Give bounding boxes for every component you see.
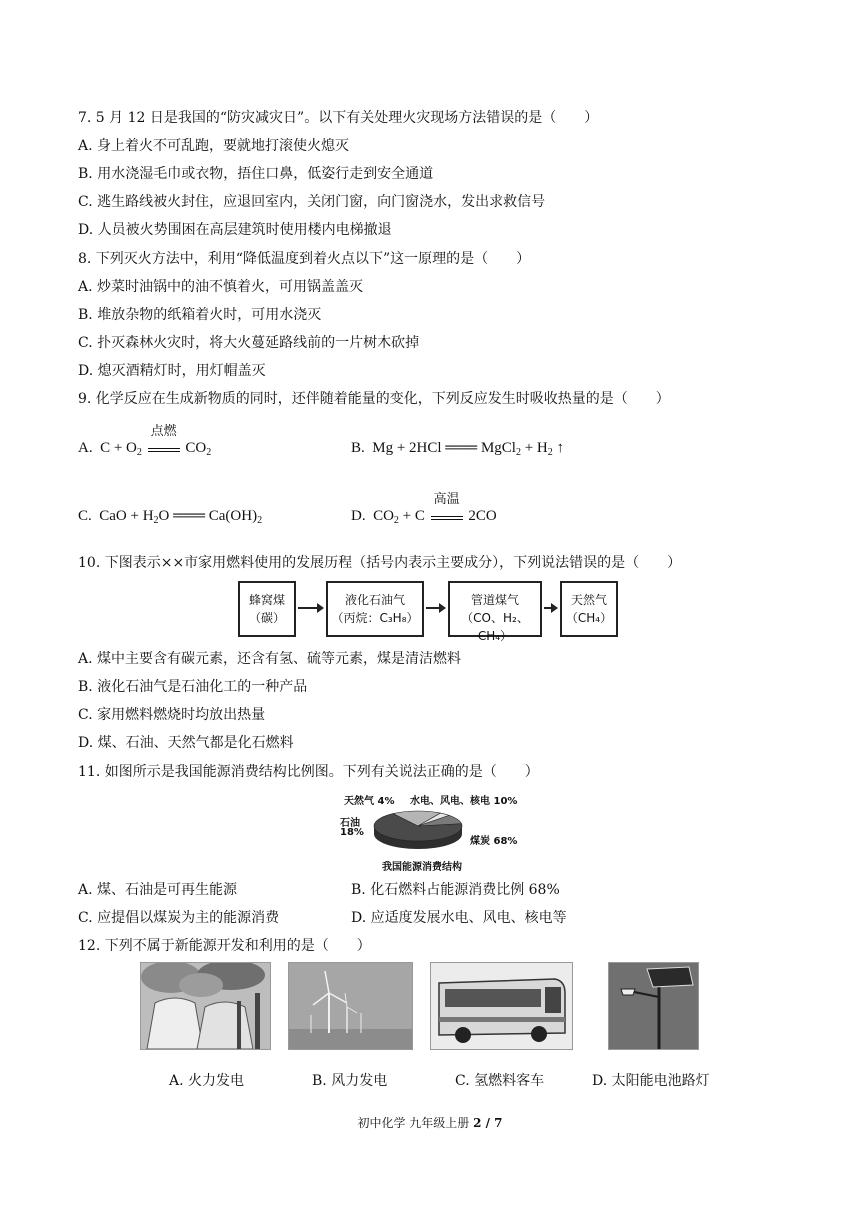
photo-thermal-power xyxy=(140,962,271,1050)
q8-stem: 8. 下列灭火方法中，利用“降低温度到着火点以下”这一原理的是（ ） xyxy=(78,251,531,267)
flow-box-lpg xyxy=(326,581,424,637)
q10-option-a: A. 煤中主要含有碳元素，还含有氢、硫等元素，煤是清洁燃料 xyxy=(78,651,462,667)
pie-label-oil: 石油 xyxy=(340,818,360,829)
q9-option-c: C. CaO + $H_2O$ ═══ $Ca(OH)_2$ xyxy=(78,508,263,526)
q10-stem: 10. 下图表示××市家用燃料使用的发展历程（括号内表示主要成分），下列说法错误的是（ ） xyxy=(78,555,682,571)
q7-stem: 7. 5 月 12 日是我国的“防灾减灾日”。以下有关处理火灾现场方法错误的是（ ） xyxy=(78,110,599,126)
q7-option-d: D. 人员被火势围困在高层建筑时使用楼内电梯撤退 xyxy=(78,222,392,238)
page-footer xyxy=(0,1114,860,1131)
pie-label-hydro: 水电、风电、核电 10% xyxy=(410,796,518,807)
flow-box-composition: （碳） xyxy=(248,611,285,625)
pie-graphic xyxy=(370,808,470,854)
photo-hydrogen-bus xyxy=(430,962,573,1050)
pie-label-oil-pct: 18% xyxy=(340,827,364,838)
q8-option-c: C. 扑灭森林火灾时，将大火蔓延路线前的一片树木砍掉 xyxy=(78,335,420,351)
q9-a-condition: 点燃 xyxy=(150,424,177,439)
q11-option-a: A. 煤、石油是可再生能源 xyxy=(78,882,238,898)
q9-stem: 9. 化学反应在生成新物质的同时，还伴随着能量的变化，下列反应发生时吸收热量的是（ ） xyxy=(78,391,670,407)
wind-turbine-image xyxy=(289,963,412,1049)
q11-stem: 11. 如图所示是我国能源消费结构比例图。下列有关说法正确的是（ ） xyxy=(78,764,539,780)
fuel-flow-diagram xyxy=(238,581,614,641)
q10-option-b: B. 液化石油气是石油化工的一种产品 xyxy=(78,679,308,695)
q8-option-b: B. 堆放杂物的纸箱着火时，可用水浇灭 xyxy=(78,307,322,323)
pie-label-coal: 煤炭 68% xyxy=(470,836,518,847)
flow-arrow xyxy=(426,607,444,609)
q7-option-a: A. 身上着火不可乱跑，要就地打滚使火熄灭 xyxy=(78,138,350,154)
pie-title: 我国能源消费结构 xyxy=(382,862,462,873)
photo-wind-power xyxy=(288,962,413,1050)
q10-option-c: C. 家用燃料燃烧时均放出热量 xyxy=(78,707,266,723)
q9-option-b: B. Mg + 2HCl ═══ MgCl$_2$ + $H_2$ ↑ xyxy=(351,440,564,458)
flow-box-name: 液化石油气 xyxy=(344,593,405,607)
flow-box-name: 天然气 xyxy=(570,593,607,607)
q8-option-d: D. 熄灭酒精灯时，用灯帽盖灭 xyxy=(78,363,266,379)
q7-option-b: B. 用水浇湿毛巾或衣物，捂住口鼻，低姿行走到安全通道 xyxy=(78,166,434,182)
caption-d: D. 太阳能电池路灯 xyxy=(592,1073,710,1089)
caption-a: A. 火力发电 xyxy=(169,1073,245,1089)
flow-box-composition: （CH₄） xyxy=(565,611,613,625)
photo-solar-streetlight xyxy=(608,962,699,1050)
q12-stem: 12. 下列不属于新能源开发和利用的是（ ） xyxy=(78,938,371,954)
q9-d-condition: 高温 xyxy=(433,492,460,507)
q9-option-d: D. $CO_2 + C$ 高温 2CO xyxy=(351,492,497,526)
flow-box-natural-gas xyxy=(560,581,618,637)
q11-option-c: C. 应提倡以煤炭为主的能源消费 xyxy=(78,910,280,926)
bus-image xyxy=(431,963,572,1049)
flow-box-composition: （CO、H₂、CH₄） xyxy=(461,611,529,643)
cooling-tower-image xyxy=(141,963,270,1049)
flow-box-pipeline-gas xyxy=(448,581,542,643)
caption-c: C. 氢燃料客车 xyxy=(455,1073,545,1089)
pie-label-gas: 天然气 4% xyxy=(344,796,395,807)
q8-option-a: A. 炒菜时油锅中的油不慎着火，可用锅盖盖灭 xyxy=(78,279,364,295)
flow-box-honeycomb-coal xyxy=(238,581,296,637)
solar-lamp-image xyxy=(609,963,698,1049)
q10-option-d: D. 煤、石油、天然气都是化石燃料 xyxy=(78,735,294,751)
flow-box-name: 蜂窝煤 xyxy=(248,593,285,607)
q11-option-b: B. 化石燃料占能源消费比例 68% xyxy=(351,882,560,898)
flow-arrow xyxy=(544,607,556,609)
flow-arrow xyxy=(298,607,322,609)
energy-pie-chart xyxy=(338,792,528,876)
page-number: 2 / 7 xyxy=(473,1116,503,1130)
caption-b: B. 风力发电 xyxy=(312,1073,388,1089)
flow-box-name: 管道煤气 xyxy=(470,593,519,607)
q9-option-a: A. $C + O_2$ 点燃 $CO_2$ xyxy=(78,424,212,458)
flow-box-composition: （丙烷：C₃H₈） xyxy=(331,611,419,625)
q7-option-c: C. 逃生路线被火封住，应退回室内，关闭门窗，向门窗浇水，发出求救信号 xyxy=(78,194,546,210)
q11-option-d: D. 应适度发展水电、风电、核电等 xyxy=(351,910,567,926)
footer-text: 初中化学 九年级上册 xyxy=(357,1116,474,1130)
